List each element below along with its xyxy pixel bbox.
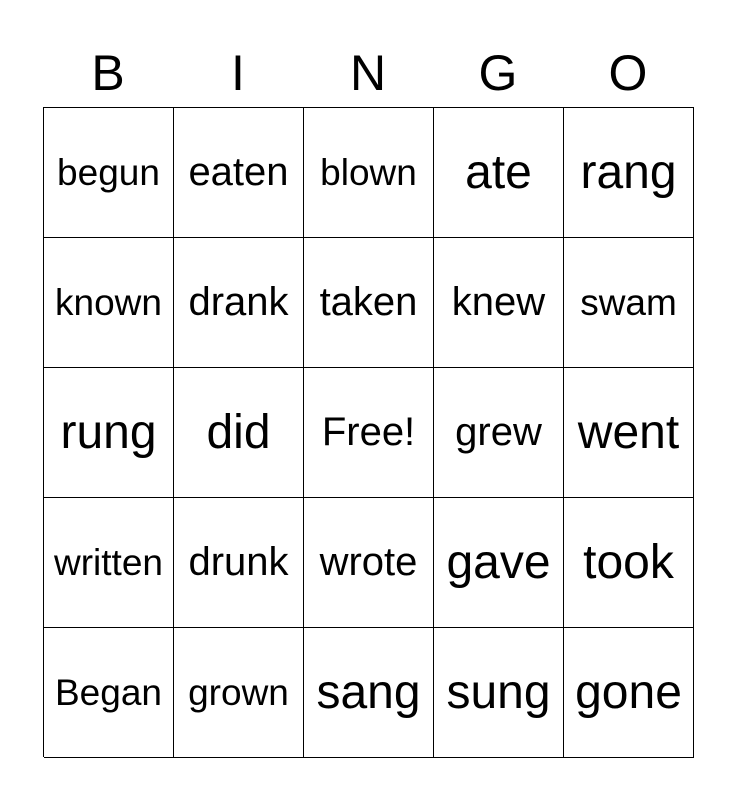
bingo-cell[interactable]: eaten [174, 108, 304, 238]
header-letter-o: O [608, 45, 648, 101]
bingo-cell[interactable]: sung [434, 628, 564, 758]
header-letter-g: G [478, 45, 518, 101]
free-space-cell[interactable]: Free! [304, 368, 434, 498]
header-letter-b: B [91, 45, 125, 101]
bingo-cell[interactable]: swam [564, 238, 694, 368]
bingo-cell[interactable]: known [44, 238, 174, 368]
bingo-cell[interactable]: went [564, 368, 694, 498]
header-letter-i: I [231, 45, 245, 101]
bingo-cell[interactable]: sang [304, 628, 434, 758]
bingo-cell[interactable]: grew [434, 368, 564, 498]
bingo-cell[interactable]: gone [564, 628, 694, 758]
bingo-cell[interactable]: written [44, 498, 174, 628]
bingo-cell[interactable]: gave [434, 498, 564, 628]
bingo-cell[interactable]: did [174, 368, 304, 498]
bingo-cell[interactable]: Began [44, 628, 174, 758]
bingo-cell[interactable]: drank [174, 238, 304, 368]
bingo-cell[interactable]: ate [434, 108, 564, 238]
header-letter-n: N [349, 45, 387, 101]
bingo-board [43, 107, 694, 757]
bingo-cell[interactable]: blown [304, 108, 434, 238]
bingo-cell[interactable]: wrote [304, 498, 434, 628]
bingo-cell[interactable]: knew [434, 238, 564, 368]
bingo-cell[interactable]: drunk [174, 498, 304, 628]
bingo-cell[interactable]: took [564, 498, 694, 628]
bingo-header [43, 40, 693, 106]
bingo-cell[interactable]: taken [304, 238, 434, 368]
bingo-cell[interactable]: rang [564, 108, 694, 238]
bingo-cell[interactable]: rung [44, 368, 174, 498]
bingo-cell[interactable]: grown [174, 628, 304, 758]
bingo-cell[interactable]: begun [44, 108, 174, 238]
